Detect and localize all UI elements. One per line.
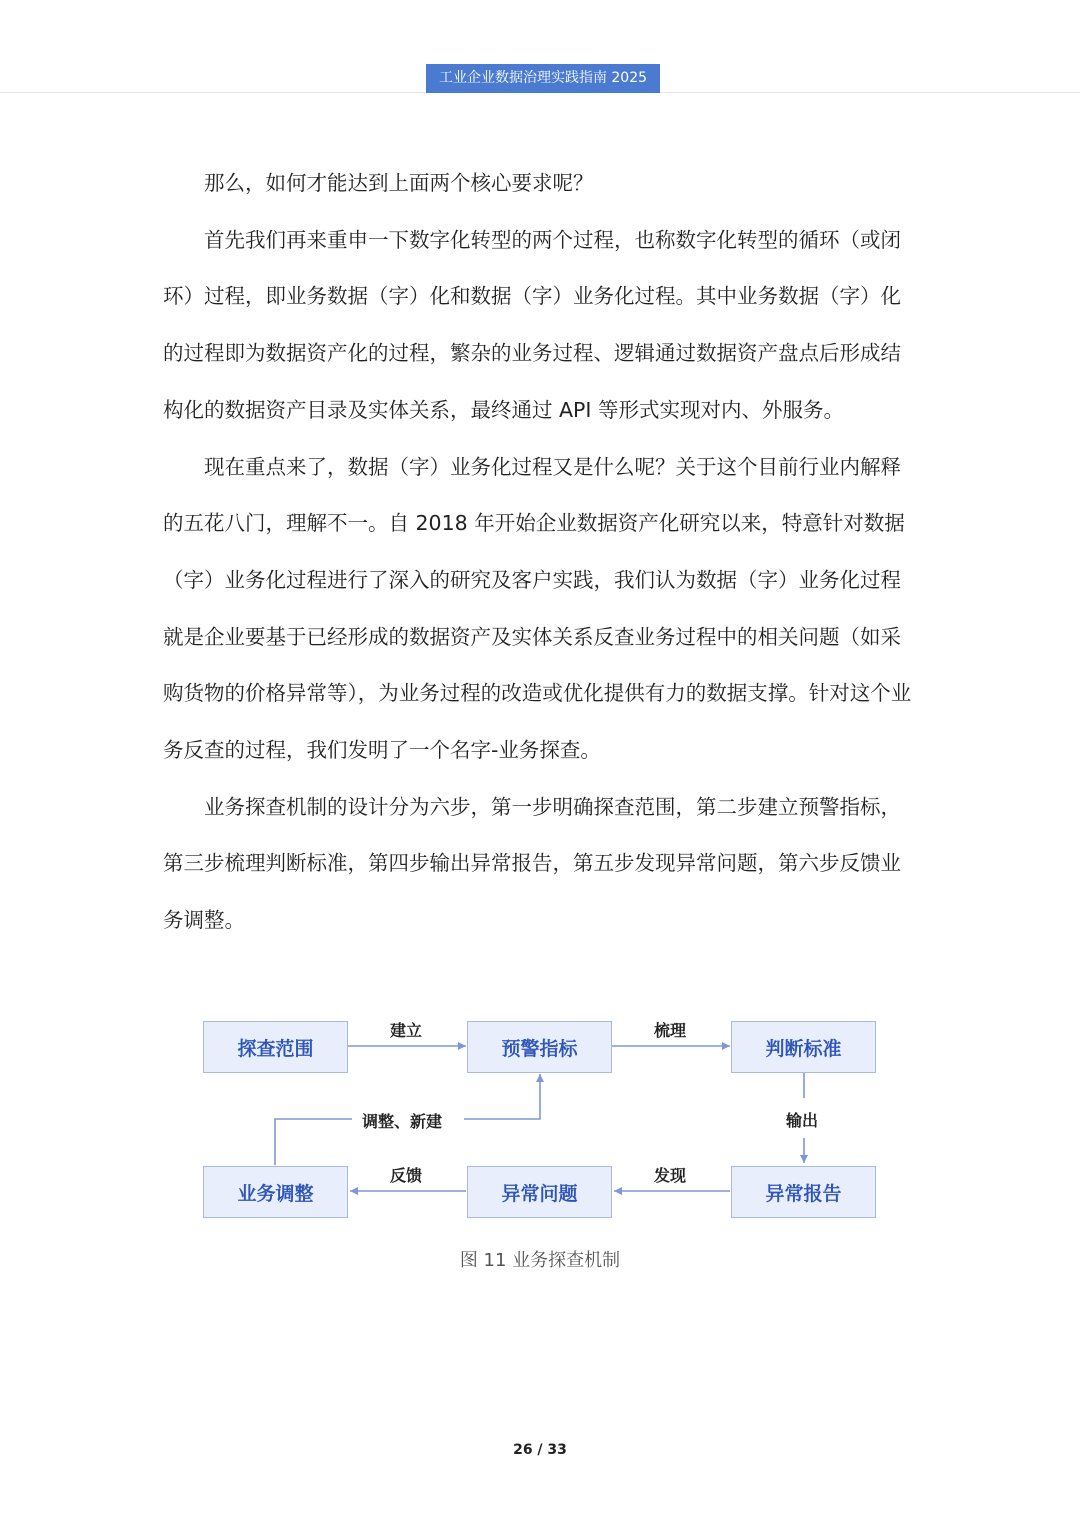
paragraph: 现在重点来了，数据（字）业务化过程又是什么呢？关于这个目前行业内解释的五花八门，理解不一。自 2018 年开始企业数据资产化研究以来，特意针对数据（字）业务化过程进行了深入的研究及客户实践，我们认为数据（字）业务化过程就是企业要基于已经形成的数据资产及实体关系反查业务过程中的相关问题（如采购货物的价格异常等），为业务过程的改造或优化提供有力的数据支撑。针对这个业务反查的过程，我们发明了一个名字-业务探查。 (163, 454, 912, 763)
node-scope: 探查范围 (203, 1021, 348, 1073)
edge-label-build: 建立 (390, 1021, 423, 1040)
edge-label-sort: 梳理 (654, 1021, 687, 1040)
edge-label-output: 输出 (786, 1111, 819, 1130)
arrow-adjust-loop-left (275, 1119, 352, 1165)
page-number: 26 / 33 (513, 1442, 567, 1458)
edge-label-adjust-new: 调整、新建 (362, 1112, 443, 1131)
edge-label-feedback: 反馈 (390, 1166, 423, 1185)
node-issue: 异常问题 (467, 1166, 612, 1218)
paragraph: 业务探查机制的设计分为六步，第一步明确探查范围，第二步建立预警指标，第三步梳理判断标准，第四步输出异常报告，第五步发现异常问题，第六步反馈业务调整。 (163, 794, 901, 933)
edge-label-discover: 发现 (654, 1166, 687, 1185)
figure-caption: 图 11 业务探查机制 (459, 1250, 621, 1271)
node-adjust: 业务调整 (203, 1166, 348, 1218)
node-report: 异常报告 (731, 1166, 876, 1218)
header-title: 工业企业数据治理实践指南 2025 (426, 64, 660, 93)
node-indicator: 预警指标 (467, 1021, 612, 1073)
paragraph: 那么，如何才能达到上面两个核心要求呢？ (204, 171, 594, 195)
arrow-adjust-loop-right (464, 1074, 540, 1119)
paragraph: 首先我们再来重申一下数字化转型的两个过程，也称数字化转型的循环（或闭环）过程，即业务数据（字）化和数据（字）业务化过程。其中业务数据（字）化的过程即为数据资产化的过程，繁杂的业务过程、逻辑通过数据资产盘点后形成结构化的数据资产目录及实体关系，最终通过 API 等形式实现对内、外服务。 (163, 227, 901, 422)
node-criteria: 判断标准 (731, 1021, 876, 1073)
